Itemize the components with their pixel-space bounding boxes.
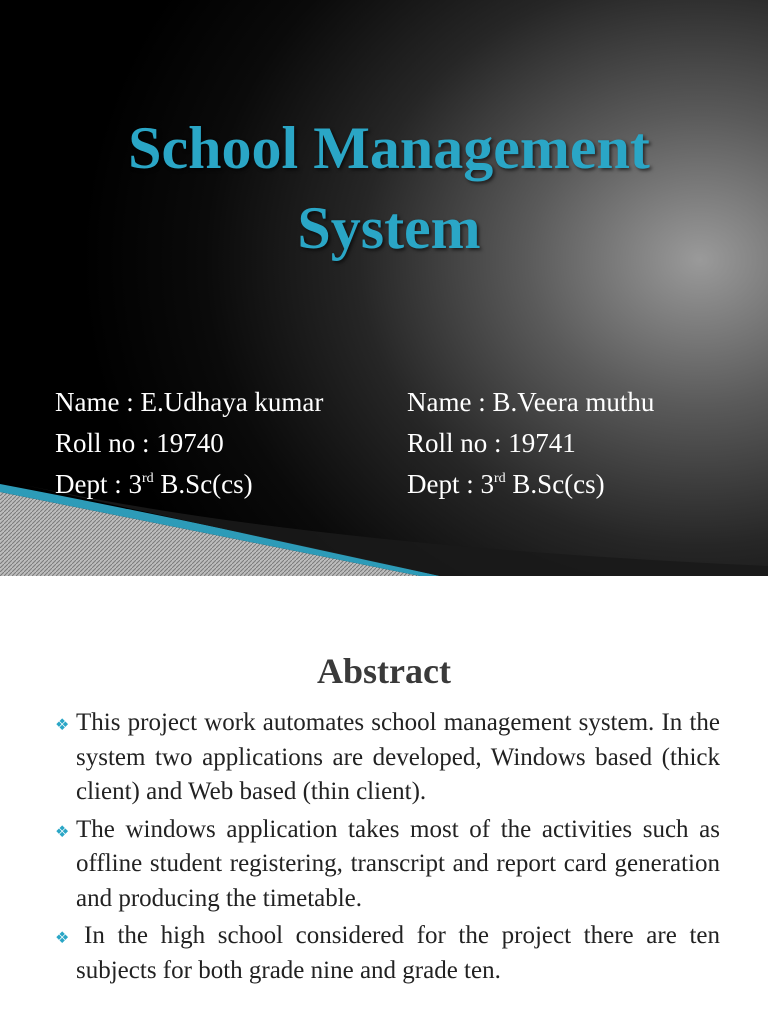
list-item: ❖ The windows application takes most of the activities such as offline student registering, transcript and report card generation and producing the timetable. [55, 815, 720, 912]
list-item: ❖ This project work automates school management system. In the system two applications are developed, Windows based (thick client) and Web based (thin client). [55, 709, 720, 805]
diamond-bullet-icon: ❖ [55, 715, 70, 734]
student-info-right [407, 382, 654, 505]
student-dept: Dept : 3rd B.Sc(cs) [55, 469, 253, 499]
diamond-bullet-icon: ❖ [55, 928, 70, 947]
slide-title [0, 108, 768, 268]
student-name: Name : E.Udhaya kumar [55, 387, 324, 417]
student-info-left [55, 382, 323, 505]
abstract-heading: Abstract [317, 651, 451, 691]
student-name: Name : B.Veera muthu [407, 387, 655, 417]
diamond-bullet-icon: ❖ [55, 821, 70, 841]
list-item: ❖ In the high school considered for the project there are ten subjects for both grade nine and grade ten. [55, 922, 720, 984]
title-line-2: System [297, 195, 481, 261]
title-line-1: School Management [128, 115, 650, 181]
abstract-slide [0, 576, 768, 1024]
student-roll: Roll no : 19740 [55, 428, 224, 458]
student-roll: Roll no : 19741 [407, 428, 576, 458]
student-dept: Dept : 3rd B.Sc(cs) [407, 469, 605, 499]
bullet-list [55, 706, 720, 991]
